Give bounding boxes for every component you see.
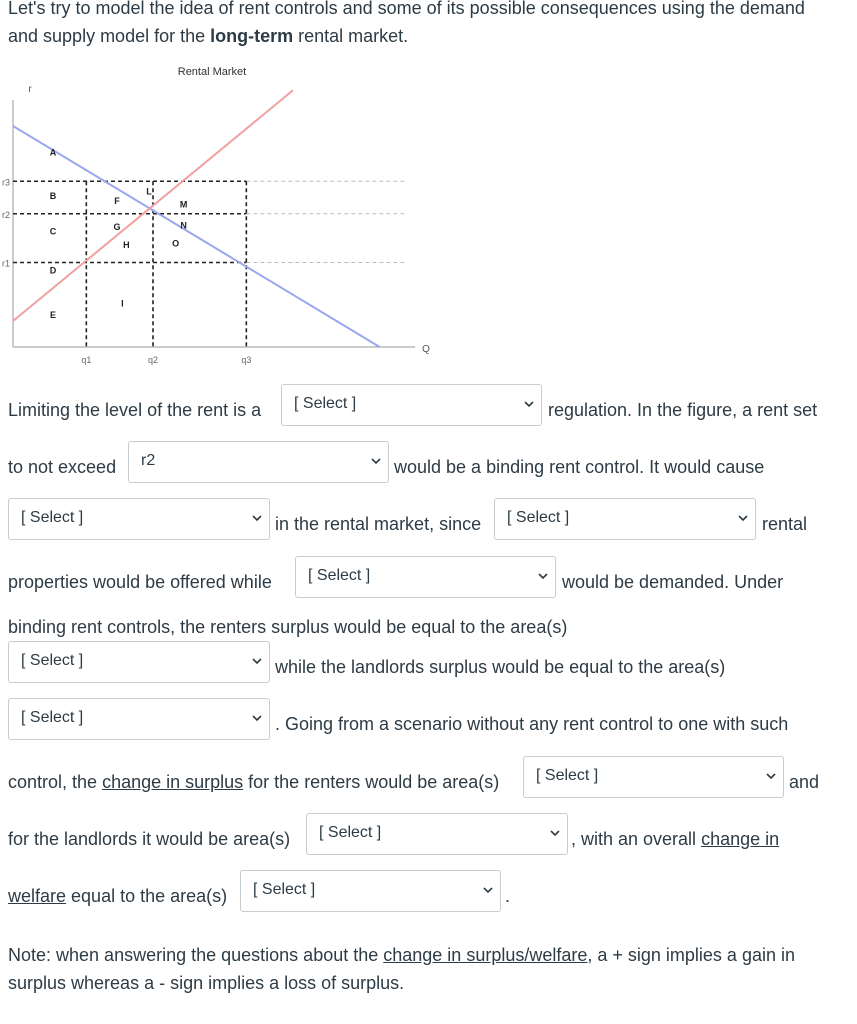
p1-post: regulation. In the figure, a rent set xyxy=(548,400,818,420)
intro-line-2-pre: and supply model for the xyxy=(8,26,211,46)
y-tick-r3: r3 xyxy=(2,177,11,188)
intro-line-2 xyxy=(8,22,805,50)
area-label-D: D xyxy=(49,265,57,276)
select-9-value: [ Select ] xyxy=(319,824,382,841)
chevron-down-icon xyxy=(251,712,263,724)
area-label-N: N xyxy=(180,220,187,231)
note-line-2: surplus whereas a - sign implies a loss of surplus. xyxy=(8,973,405,993)
p5-text: binding rent controls, the renters surplus would be equal to the area(s) xyxy=(8,617,568,637)
x-tick-q2: q2 xyxy=(147,355,159,365)
chevron-down-icon xyxy=(251,512,263,524)
area-label-G: G xyxy=(113,222,121,232)
y-tick-r2: r2 xyxy=(2,209,11,220)
area-label-A: A xyxy=(49,147,57,158)
p3-post: rental xyxy=(762,514,808,534)
select-regulation-type[interactable] xyxy=(281,384,542,426)
chevron-down-icon xyxy=(549,827,561,839)
select-rent-level[interactable] xyxy=(128,441,389,483)
p8-underline: change in surplus xyxy=(102,772,244,792)
chevron-down-icon xyxy=(737,512,749,524)
select-1-value: [ Select ] xyxy=(294,395,357,412)
select-renters-surplus[interactable] xyxy=(8,641,270,683)
chevron-down-icon xyxy=(537,570,549,582)
select-8-value: [ Select ] xyxy=(536,767,599,784)
p4-post: would be demanded. Under xyxy=(562,572,784,592)
area-label-C: C xyxy=(49,226,57,237)
rental-market-chart xyxy=(0,60,440,370)
note-post: , a + sign implies a gain in xyxy=(587,945,795,965)
select-5-value: [ Select ] xyxy=(308,567,371,584)
area-label-H: H xyxy=(123,240,130,251)
chevron-down-icon xyxy=(765,770,777,782)
chevron-down-icon xyxy=(523,398,535,410)
intro-text xyxy=(8,0,805,50)
p4-pre: properties would be offered while xyxy=(8,572,272,592)
x-axis-label: Q xyxy=(422,344,430,355)
area-label-O: O xyxy=(172,238,180,249)
y-tick-r1: r1 xyxy=(2,258,11,269)
x-tick-q3: q3 xyxy=(241,355,252,365)
note-line-1 xyxy=(8,943,795,967)
p2-post: would be a binding rent control. It would cause xyxy=(394,457,765,477)
select-quantity-demanded[interactable] xyxy=(295,556,556,598)
area-label-E: E xyxy=(49,309,57,320)
area-label-B: B xyxy=(49,190,57,201)
select-welfare-change[interactable] xyxy=(240,870,501,912)
x-tick-q1: q1 xyxy=(81,355,92,365)
p10-mid: equal to the area(s) xyxy=(66,886,228,906)
p8-text xyxy=(8,770,499,794)
area-label-M: M xyxy=(179,199,188,210)
curve-demand xyxy=(13,126,380,347)
select-7-value: [ Select ] xyxy=(21,709,84,726)
area-label-L: L xyxy=(146,186,152,197)
p8-post: and xyxy=(789,772,820,792)
select-6-value: [ Select ] xyxy=(21,652,84,669)
p9-post-text: , with an overall xyxy=(571,829,702,849)
p9-post xyxy=(571,827,779,851)
select-landlords-change[interactable] xyxy=(306,813,568,855)
select-4-value: [ Select ] xyxy=(507,509,570,526)
p10-text xyxy=(8,884,227,908)
p9-underline: change in xyxy=(701,829,780,849)
p8-pre: control, the xyxy=(8,772,103,792)
select-10-value: [ Select ] xyxy=(253,881,316,898)
select-market-outcome[interactable] xyxy=(8,498,270,540)
chevron-down-icon xyxy=(482,884,494,896)
p2-pre: to not exceed xyxy=(8,457,117,477)
area-label-I: I xyxy=(121,298,124,309)
chart-title: Rental Market xyxy=(177,66,247,78)
select-2-value: r2 xyxy=(141,452,156,469)
p9-pre: for the landlords it would be area(s) xyxy=(8,829,291,849)
chevron-down-icon xyxy=(370,455,382,467)
note-underline: change in surplus/welfare xyxy=(383,945,588,965)
select-quantity-supplied[interactable] xyxy=(494,498,756,540)
p10-post: . xyxy=(505,886,511,906)
p6-post: while the landlords surplus would be equal to the area(s) xyxy=(275,657,726,677)
intro-line-1: Let's try to model the idea of rent controls and some of its possible consequences using the demand xyxy=(8,0,805,18)
select-3-value: [ Select ] xyxy=(21,509,84,526)
chevron-down-icon xyxy=(251,655,263,667)
area-label-F: F xyxy=(114,196,120,206)
select-renters-change[interactable] xyxy=(523,756,784,798)
select-landlords-surplus[interactable] xyxy=(8,698,270,740)
intro-bold: long-term xyxy=(210,26,294,46)
y-axis-label: r xyxy=(28,84,32,95)
p7-post: . Going from a scenario without any rent control to one with such xyxy=(275,714,789,734)
p10-underline: welfare xyxy=(8,886,67,906)
intro-line-2-post: rental market. xyxy=(293,26,409,46)
p8-mid: for the renters would be area(s) xyxy=(243,772,500,792)
p3-mid: in the rental market, since xyxy=(275,514,482,534)
p1-pre: Limiting the level of the rent is a xyxy=(8,400,262,420)
note-pre: Note: when answering the questions about the xyxy=(8,945,384,965)
